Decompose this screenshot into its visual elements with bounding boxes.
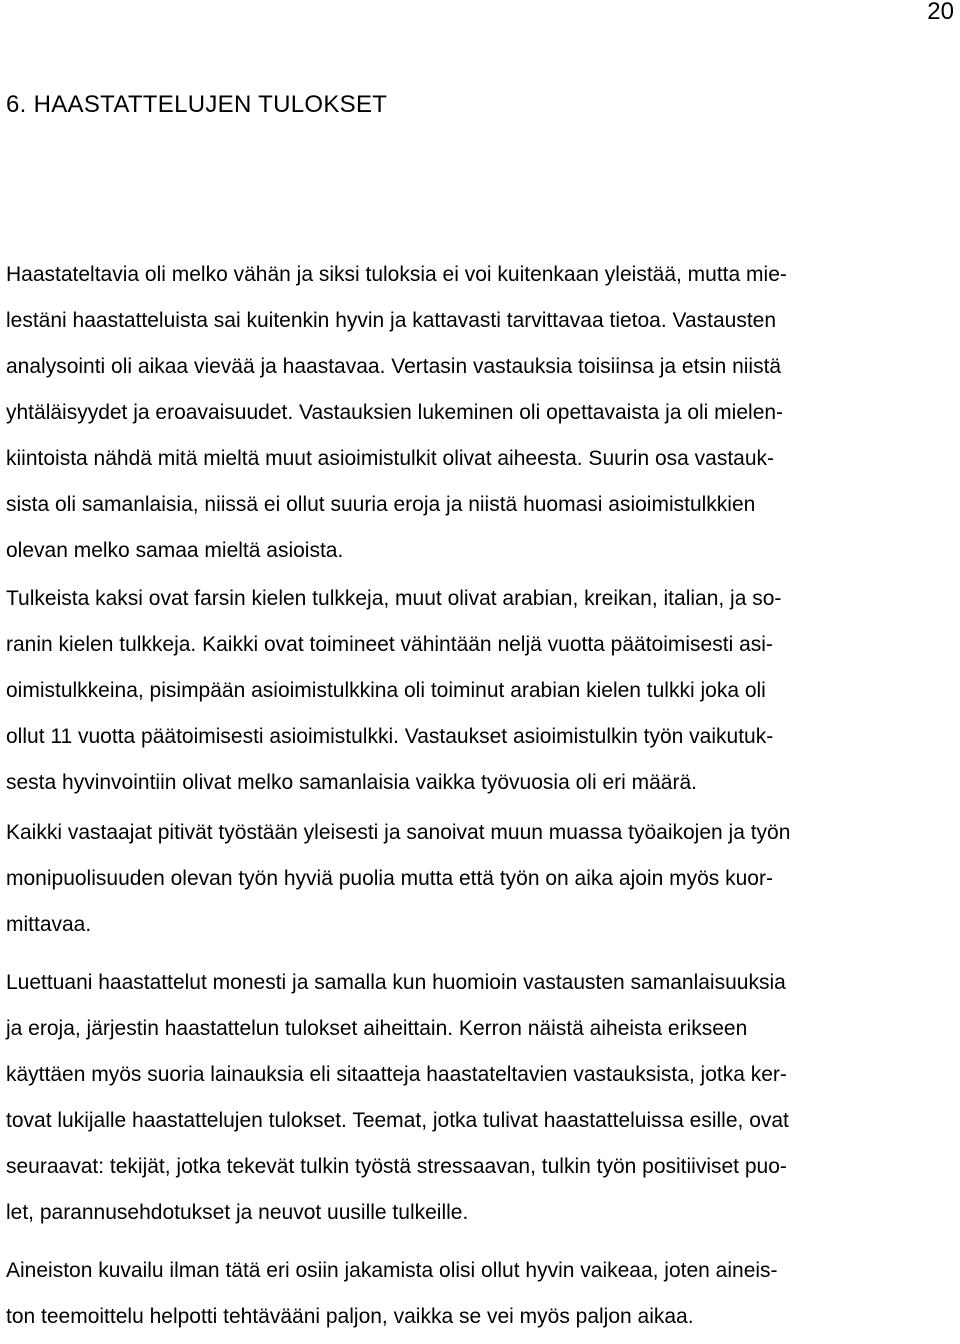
chapter-heading: 6. HAASTATTELUJEN TULOKSET xyxy=(6,91,388,118)
paragraph: Kaikki vastaajat pitivät työstään yleisesti ja sanoivat muun muassa työaikojen ja työn monipuolisuuden olevan työn hyviä puolia mutta että työn on aika ajoin myös kuor- mittavaa. xyxy=(6,821,791,936)
page-number: 20 xyxy=(927,0,954,25)
body-text xyxy=(6,252,956,1344)
paragraph: Haastateltavia oli melko vähän ja siksi tuloksia ei voi kuitenkaan yleistää, mutta mie- lestäni haastatteluista sai kuitenkin hyvin ja kattavasti tarvittavaa tietoa. Vastausten analysointi oli aikaa vievää ja haastavaa. Vertasin vastauksia toisiinsa ja etsin niistä yhtäläisyydet ja eroavaisuudet. Vastauksien lukeminen oli opettavaista ja oli mielen- kiintoista nähdä mitä mieltä muut asioimistulkit olivat aiheesta. Suurin osa vastauk- sista oli samanlaisia, niissä ei ollut suuria eroja ja niistä huomasi asioimistulkkien olevan melko samaa mieltä asioista. xyxy=(6,263,787,562)
paragraph: Luettuani haastattelut monesti ja samalla kun huomioin vastausten samanlaisuuksia ja eroja, järjestin haastattelun tulokset aiheittain. Kerron näistä aiheista erikseen käyttäen myös suoria lainauksia eli sitaatteja haastateltavien vastauksista, jotka ker- tovat lukijalle haastattelujen tulokset. Teemat, jotka tulivat haastatteluissa esille, ovat seuraavat: tekijät, jotka tekevät tulkin työstä stressaavan, tulkin työn positiiviset puo- let, parannusehdotukset ja neuvot uusille tulkeille. xyxy=(6,971,789,1224)
paragraph: Aineiston kuvailu ilman tätä eri osiin jakamista olisi ollut hyvin vaikeaa, joten aineis- ton teemoittelu helpotti tehtävääni paljon, vaikka se vei myös paljon aikaa. xyxy=(6,1259,778,1328)
paragraph: Tulkeista kaksi ovat farsin kielen tulkkeja, muut olivat arabian, kreikan, italian, ja so- ranin kielen tulkkeja. Kaikki ovat toimineet vähintään neljä vuotta päätoimisesti asi- oimistulkkeina, pisimpään asioimistulkkina oli toiminut arabian kielen tulkki joka oli ollut 11 vuotta päätoimisesti asioimistulkki. Vastaukset asioimistulkin työn vaikutuk- sesta hyvinvointiin olivat melko samanlaisia vaikka työvuosia oli eri määrä. xyxy=(6,587,782,794)
